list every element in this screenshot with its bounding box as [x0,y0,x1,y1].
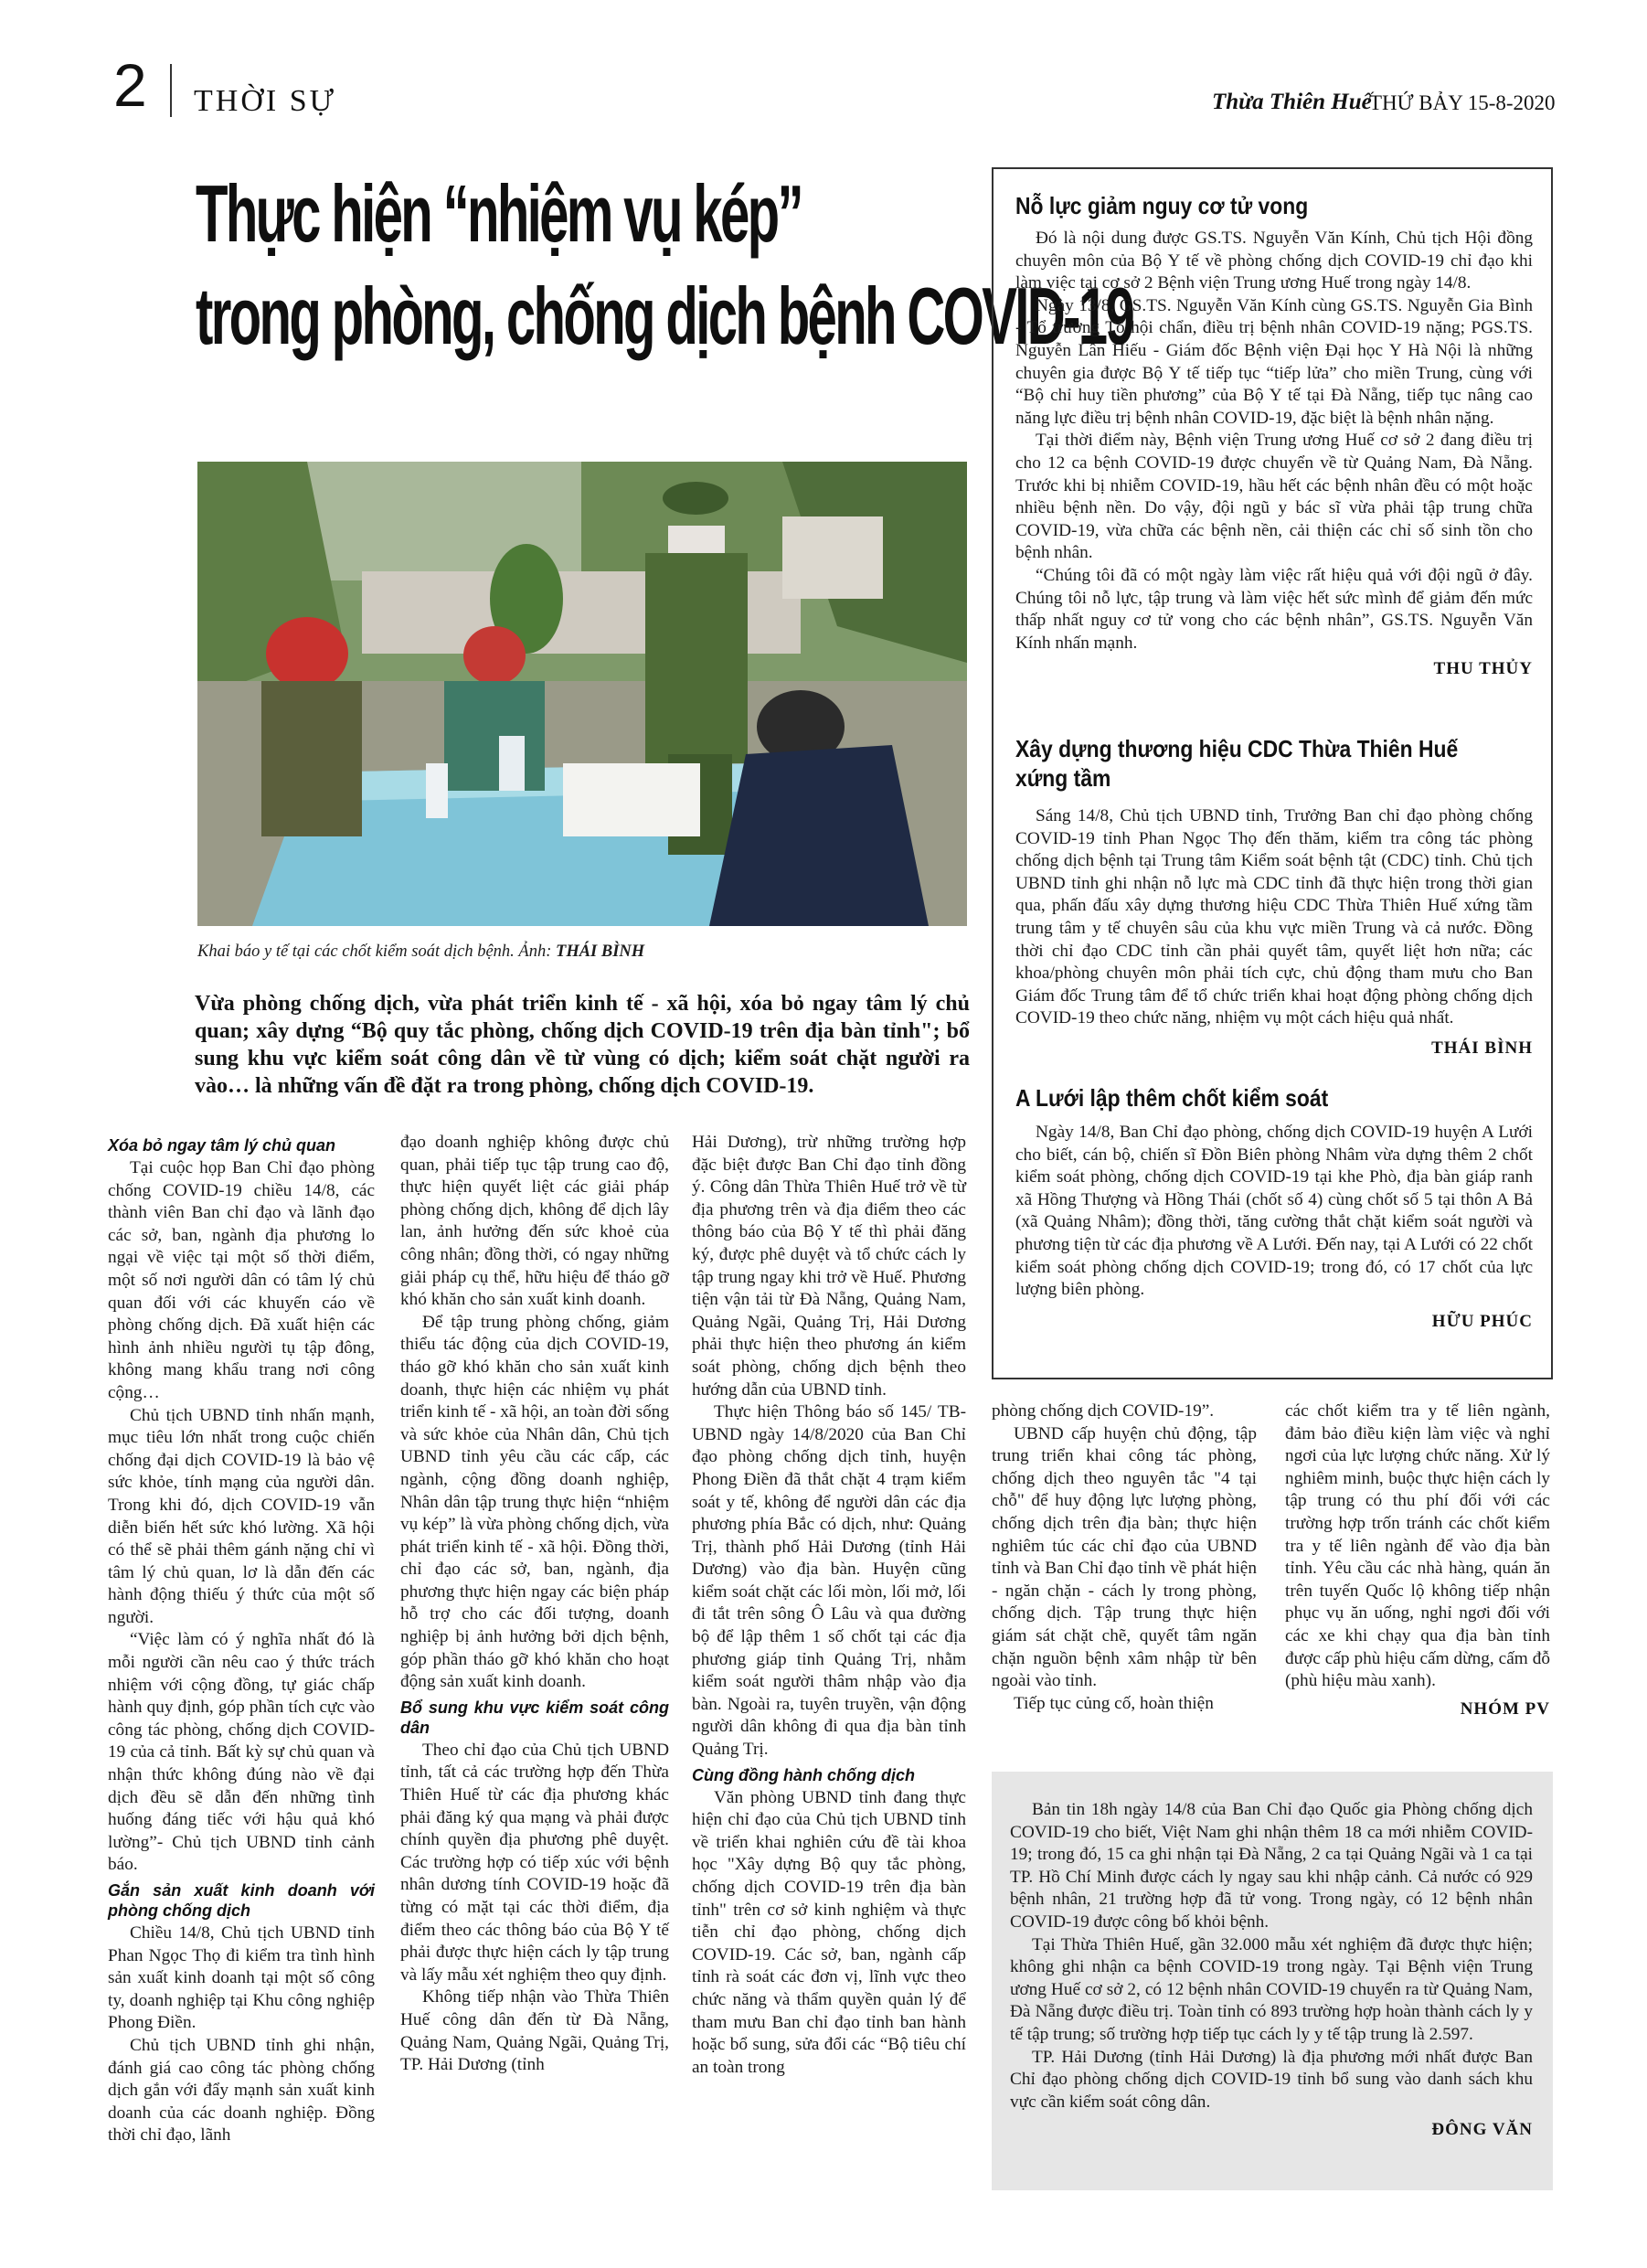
article-column-2 [400,1132,669,2077]
sidebar-title-2 [1015,734,1458,793]
section-name: THỜI SỰ [194,84,336,118]
paragraph: UBND cấp huyện chủ động, tập trung triển khai công tác phòng, chống dịch theo nguyên tắc "4 tại chỗ" để huy động lực lượng phòng, chống dịch trên địa bàn; thực hiện nghiêm túc các chỉ đạo của UBND tỉnh và Ban Chỉ đạo tỉnh về phát hiện - ngăn chặn - cách ly trong phòng, chống dịch. Tập trung thực hiện giám sát chặt chẽ, quyết tâm ngăn chặn nguồn bệnh xâm nhập từ bên ngoài vào tỉnh. [992,1423,1257,1691]
paragraph: Chủ tịch UBND tỉnh ghi nhận, đánh giá cao công tác phòng chống dịch gắn với đẩy mạnh sản xuất kinh doanh của các doanh nghiệp. Đồng thời chỉ đạo, lãnh [108,2035,375,2146]
paragraph: Theo chỉ đạo của Chủ tịch UBND tỉnh, tất cả các trường hợp đến Thừa Thiên Huế từ các địa phương khác phải đăng ký qua mạng và phải được chính quyền địa phương phê duyệt. Các trường hợp có tiếp xúc với bệnh nhân dương tính COVID-19 hoặc đã từng có mặt tại các thời điểm, địa điểm theo các thông báo của Bộ Y tế phải được thực hiện cách ly tập trung và lấy mẫu xét nghiệm theo quy định. [400,1740,669,1985]
article-lead: Vừa phòng chống dịch, vừa phát triển kinh tế - xã hội, xóa bỏ ngay tâm lý chủ quan; xây dựng “Bộ quy tắc phòng, chống dịch COVID-19 trên địa bàn tỉnh"; bổ sung khu vực kiểm soát công dân về từ vùng có dịch; kiểm soát chặt người ra vào… là những vấn đề đặt ra trong phòng, chống dịch COVID-19. [195,992,970,1098]
paragraph: Tại cuộc họp Ban Chỉ đạo phòng chống COVID-19 chiều 14/8, các thành viên Ban chỉ đạo và lãnh đạo các sở, ban, ngành địa phương lo ngại về việc tại một số thời điểm, một số nơi người dân có tâm lý chủ quan đối với các khuyến cáo về phòng chống dịch. Đã xuất hiện các hình ảnh nhiều người tụ tập đông, không mang khẩu trang nơi công cộng… [108,1158,375,1402]
paragraph: “Chúng tôi đã có một ngày làm việc rất hiệu quả với đội ngũ ở đây. Chúng tôi nỗ lực, tập trung và làm việc hết sức mình để giảm đến mức thấp nhất nguy cơ tử vong cho các bệnh nhân”, GS.TS. Nguyễn Văn Kính nhấn mạnh. [1015,565,1533,653]
sidebar-title-3: A Lưới lập thêm chốt kiểm soát [1015,1084,1329,1112]
headline-line-2: trong phòng, chống dịch bệnh COVID-19 [196,271,1133,361]
sidebar-story-2 [1015,805,1533,1060]
sidebar-title-1: Nỗ lực giảm nguy cơ tử vong [1015,192,1309,219]
paragraph: phòng chống dịch COVID-19”. [992,1401,1215,1421]
newspaper-name: Thừa Thiên Huế [1212,90,1372,114]
news-update-body [1010,1799,1533,2142]
page-number: 2 [113,51,147,119]
paragraph: Chiều 14/8, Chủ tịch UBND tỉnh Phan Ngọc Thọ đi kiểm tra tình hình sản xuất kinh doanh tại một số công ty, doanh nghiệp tại Khu công nghiệp Phong Điền. [108,1923,375,2033]
paragraph: TP. Hải Dương (tỉnh Hải Dương) là địa phương mới nhất được Ban Chỉ đạo phòng chống dịch COVID-19 tỉnh bổ sung vào danh sách khu vực cần kiểm soát công dân. [1010,2047,1533,2112]
issue-date: THỨ BẢY 15-8-2020 [1369,91,1556,114]
paragraph: Hải Dương), trừ những trường hợp đặc biệt được Ban Chỉ đạo tỉnh đồng ý. Công dân Thừa Thiên Huế trở về từ địa phương trên và địa điểm theo các thông báo của Bộ Y tế thì phải đăng ký, được phê duyệt và tổ chức cách ly tập trung ngay khi trở về Huế. Phương tiện vận tải từ Đà Nẵng, Quảng Nam, Quảng Ngãi, Quảng Trị, Hải Dương phải thực hiện theo phương án kiểm soát phòng, chống dịch bệnh theo hướng dẫn của UBND tỉnh. [692,1133,966,1400]
sidebar-title-2-line-1: Xây dựng thương hiệu CDC Thừa Thiên Huế [1015,735,1459,762]
headline [196,163,1133,367]
sidebar-story-1 [1015,228,1533,681]
paragraph: Ngày 13/8, GS.TS. Nguyễn Văn Kính cùng GS.TS. Nguyễn Gia Bình - Tổ trưởng Tổ hội chẩn, điều trị bệnh nhân COVID-19 nặng; PGS.TS. Nguyễn Lân Hiếu - Giám đốc Bệnh viện Đại học Y Hà Nội là những chuyên gia được Bộ Y tế tiếp tục “tiếp lửa” cho miền Trung, cùng với “Bộ chỉ huy tiền phương” của Bộ Y tế tại Đà Nẵng, tiếp tục nâng cao năng lực điều trị bệnh nhân COVID-19, đặc biệt là bệnh nhân nặng. [1015,295,1533,428]
masthead-divider [170,64,172,117]
sidebar-title-2-line-2: xứng tầm [1015,764,1111,792]
news-update-signature: ĐÔNG VĂN [1431,2120,1533,2140]
paragraph: Sáng 14/8, Chủ tịch UBND tỉnh, Trưởng Ban chỉ đạo phòng chống COVID-19 tỉnh Phan Ngọc Thọ đến thăm, kiểm tra công tác phòng chống dịch bệnh tại Trung tâm Kiểm soát bệnh tật (CDC) tỉnh. Chủ tịch UBND tỉnh ghi nhận nỗ lực mà CDC tỉnh đã thực hiện trong thời gian qua, phấn đấu xây dựng thương hiệu CDC Thừa Thiên Huế xứng tầm trung tâm y tế chuyên sâu của khu vực miền Trung và cả nước. Đồng thời chỉ đạo CDC tỉnh cần phải quyết tâm, quyết liệt hơn nữa; các khoa/phòng chuyên môn phải tích cực, chủ động tham mưu cho Ban Giám đốc Trung tâm để tổ chức triển khai hoạt động phòng chống dịch COVID-19 theo chức năng, nhiệm vụ một cách hiệu quả nhất. [1015,806,1533,1028]
sidebar-box [992,167,1553,1379]
checkpoint-photo-illustration [197,462,967,926]
paragraph: Tiếp tục củng cố, hoàn thiện [1014,1693,1214,1713]
subheading-3: Bổ sung khu vực kiểm soát công dân [400,1698,669,1737]
paragraph: đạo doanh nghiệp không được chủ quan, phải tiếp tục tập trung cao độ, thực hiện quyết liệt các giải pháp phòng chống dịch, không để dịch lây lan, ảnh hưởng đến sức khoẻ của công nhân; đồng thời, có ngay những giải pháp cụ thể, hữu hiệu để tháo gỡ khó khăn cho sản xuất kinh doanh. [400,1133,669,1310]
paragraph: Tại Thừa Thiên Huế, gần 32.000 mẫu xét nghiệm đã được thực hiện; không ghi nhận ca bệnh COVID-19 trong ngày. Tại Bệnh viện Trung ương Huế cơ sở 2, có 12 bệnh nhân COVID-19 chuyển ra từ Quảng Nam, Đà Nẵng được điều trị. Toàn tỉnh có 893 trường hợp hoàn thành cách ly y tế tập trung; số trường hợp tiếp tục cách ly y tế tập trung là 2.597. [1010,1934,1533,2044]
paragraph: Bản tin 18h ngày 14/8 của Ban Chỉ đạo Quốc gia Phòng chống dịch COVID-19 cho biết, Việt Nam ghi nhận thêm 18 ca mới nhiễm COVID-19; trong đó, 15 ca ghi nhận tại Đà Nẵng, 2 ca tại Quảng Ngãi và 1 ca tại TP. Hồ Chí Minh được cách ly ngay sau khi nhập cảnh. Cả nước có 929 bệnh nhân, 21 trường hợp đã tử vong. Trong ngày, có 12 bệnh nhân COVID-19 được công bố khỏi bệnh. [1010,1800,1533,1932]
caption-text: Khai báo y tế tại các chốt kiểm soát dịch bệnh. Ảnh: [197,942,557,961]
paragraph: Để tập trung phòng chống, giảm thiểu tác động của dịch COVID-19, tháo gỡ khó khăn cho sản xuất kinh doanh, thực hiện các nhiệm vụ phát triển kinh tế - xã hội, an toàn đời sống và sức khỏe của Nhân dân, Chủ tịch UBND tỉnh yêu cầu các cấp, các ngành, cộng đồng doanh nghiệp, Nhân dân tập trung thực hiện “nhiệm vụ kép” là vừa phòng chống dịch, vừa phát triển kinh tế - xã hội. Đồng thời, chỉ đạo các sở, ban, ngành, địa phương thực hiện ngay các biện pháp hỗ trợ cho các đối tượng, doanh nghiệp bị ảnh hưởng bởi dịch bệnh, góp phần tháo gỡ khó khăn cho hoạt động sản xuất kinh doanh. [400,1312,670,1692]
paragraph: Đó là nội dung được GS.TS. Nguyễn Văn Kính, Chủ tịch Hội đồng chuyên môn của Bộ Y tế về phòng chống dịch COVID-19 chỉ đạo khi làm việc tại cơ sở 2 Bệnh viện Trung ương Huế trong ngày 14/8. [1015,229,1533,293]
article-column-5 [1285,1400,1550,1720]
paragraph: Thực hiện Thông báo số 145/ TB-UBND ngày 14/8/2020 của Ban Chỉ đạo phòng chống dịch tỉnh, huyện Phong Điền đã thắt chặt 4 trạm kiểm soát y tế, không để người dân các địa phương phía Bắc có dịch, như: Quảng Trị, thành phố Hải Dương (tỉnh Hải Dương) vào địa bàn. Huyện cũng kiểm soát chặt các lối mòn, lối mở, lối đi tắt trên sông Ô Lâu và qua đường bộ để lập thêm 1 số chốt tại các địa phương giáp tỉnh Quảng Trị, nhằm kiểm soát người thâm nhập vào địa bàn. Ngoài ra, tuyên truyền, vận động người dân không đi qua địa bàn tỉnh Quảng Trị. [692,1402,966,1760]
subheading-4: Cùng đồng hành chống dịch [692,1765,915,1784]
paragraph: Văn phòng UBND tỉnh đang thực hiện chỉ đạo của Chủ tịch UBND tỉnh về triển khai nghiên cứu đề tài khoa học "Xây dựng Bộ quy tắc phòng, chống dịch COVID-19 trên địa bàn tỉnh" trên cơ sở kinh nghiệm và thực tiễn chỉ đạo phòng, chống dịch COVID-19. Các sở, ban, ngành cấp tỉnh rà soát các đơn vị, lĩnh vực theo chức năng và thẩm quyền quản lý để tham mưu Ban chỉ đạo tỉnh ban hành hoặc bổ sung, sửa đổi các “Bộ tiêu chí an toàn trong [692,1787,966,2077]
paragraph: Không tiếp nhận vào Thừa Thiên Huế công dân đến từ Đà Nẵng, Quảng Nam, Quảng Ngãi, Quảng Trị, TP. Hải Dương (tỉnh [400,1987,669,2075]
paragraph: các chốt kiểm tra y tế liên ngành, đảm bảo điều kiện làm việc và nghỉ ngơi của lực lượng chức năng. Xử lý nghiêm minh, buộc thực hiện cách ly tập trung có thu phí đối với các trường hợp trốn tránh các chốt kiểm tra y tế liên ngành để vào địa bàn tỉnh. Yêu cầu các nhà hàng, quán ăn trên tuyến Quốc lộ không tiếp nhận phục vụ ăn uống, nghỉ ngơi đối với các xe khi chạy qua địa bàn tỉnh được cấp phù hiệu cấm dừng, cấm đỗ (phù hiệu màu xanh). [1285,1401,1550,1691]
paragraph: Tại thời điểm này, Bệnh viện Trung ương Huế cơ sở 2 đang điều trị cho 12 ca bệnh COVID-19 được chuyển về từ Quảng Nam, Đà Nẵng. Trước khi bị nhiễm COVID-19, hầu hết các bệnh nhân đều có một hoặc nhiều bệnh nền. Do vậy, đội ngũ y bác sĩ vừa phải tập trung chữa COVID-19, vừa chữa các bệnh nền, cải thiện các chỉ số sinh tồn cho bệnh nhân. [1015,431,1533,563]
article-signature: NHÓM PV [1460,1698,1550,1719]
sidebar-signature-3: HỮU PHÚC [1431,1311,1533,1331]
news-update-box [992,1772,1553,2190]
headline-line-1: Thực hiện “nhiệm vụ kép” [196,168,802,259]
article-photo [197,462,967,926]
paragraph: Ngày 14/8, Ban Chỉ đạo phòng, chống dịch COVID-19 huyện A Lưới cho biết, cán bộ, chiến sĩ Đồn Biên phòng Nhâm vừa dựng thêm 2 chốt kiểm soát phòng, chống dịch COVID-19 tại khe Phò, địa bàn giáp ranh xã Hồng Thượng và Hồng Thái (chốt số 4) cùng chốt số 5 tại thôn A Bả (xã Quảng Nhâm); đồng thời, tăng cường thắt chặt kiểm soát người và phương tiện từ các địa phương về A Lưới. Đến nay, tại A Lưới có 22 chốt kiểm soát phòng chống dịch COVID-19; trong đó, có 17 chốt của lực lượng biên phòng. [1015,1123,1533,1300]
subheading-1: Xóa bỏ ngay tâm lý chủ quan [108,1136,336,1155]
photo-caption [197,942,644,962]
sidebar-signature-2: THÁI BÌNH [1431,1038,1533,1058]
article-column-4 [992,1400,1257,1715]
sidebar-story-3 [1015,1122,1533,1333]
article-column-3 [692,1132,966,2079]
sidebar-signature-1: THU THỦY [1433,659,1533,679]
caption-credit: THÁI BÌNH [556,942,645,961]
paragraph: Chủ tịch UBND tỉnh nhấn mạnh, mục tiêu lớn nhất trong cuộc chiến chống đại dịch COVID-19 là bảo vệ sức khỏe, tính mạng của người dân. Trong khi đó, dịch COVID-19 vẫn diễn biến hết sức khó lường. Xã hội có thể sẽ phải thêm gánh nặng chỉ vì tâm lý chủ quan, lơ là dẫn đến các hành động thiếu ý thức của một số người. [108,1405,375,1627]
article-column-1 [108,1132,375,2147]
subheading-2: Gắn sản xuất kinh doanh với phòng chống dịch [108,1881,375,1920]
paragraph: “Việc làm có ý nghĩa nhất đó là mỗi người cần nêu cao ý thức trách nhiệm với cộng đồng, tự giác chấp hành quy định, góp phần tích cực vào công tác phòng, chống dịch COVID-19 của cả tỉnh. Bất kỳ sự chủ quan và nhận thức không đúng nào về đại dịch đều sẽ dẫn đến những tình huống đáng tiếc với hậu quả khó lường”- Chủ tịch UBND tỉnh cảnh báo. [108,1630,375,1875]
